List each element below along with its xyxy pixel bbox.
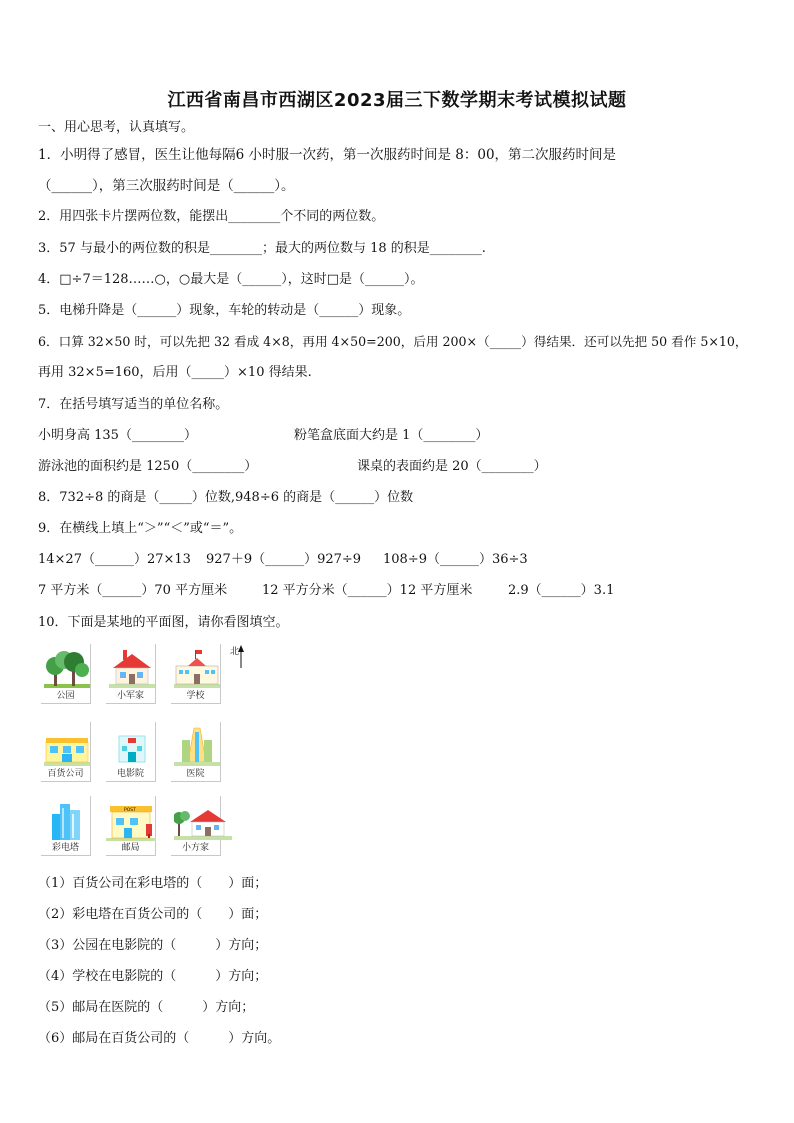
park-icon [44,646,90,690]
map-cell-hospital [171,722,221,782]
section-heading: 一、用心思考，认真填写。 [38,120,195,135]
question-5: 5．电梯升降是（______）现象，车轮的转动是（______）现象。 [38,303,411,318]
map-cell-cinema [106,722,156,782]
question-7-item-4: 课桌的表面约是 20（________） [357,459,547,474]
question-9-item-5: 12 平方分米（______）12 平方厘米 [262,583,473,598]
question-1-line-1: 1．小明得了感冒，医生让他每隔6 小时服一次药，第一次服药时间是 8：00，第二次服药时间是 [38,147,617,163]
question-6-line-2: 再用 32×5=160，后用（_____）×10 得结果. [38,365,312,380]
question-10-sub-4: （4）学校在电影院的（ ）方向； [38,969,268,984]
school-icon [174,646,220,690]
map-label-school: 学校 [186,691,205,701]
xiaofang-home-icon [174,798,232,842]
question-9-item-3: 108÷9（______）36÷3 [383,552,528,567]
question-10: 10．下面是某地的平面图，请你看图填空。 [38,615,289,630]
question-9-item-2: 927＋9（______）927÷9 [206,552,362,567]
question-4: 4．□÷7＝128……○，○最大是（______），这时□是（______）。 [38,272,424,287]
question-9-item-1: 14×27（______）27×13 [38,552,191,567]
map-cell-xiaojun-home [106,644,156,704]
map-label-cinema: 电影院 [116,769,144,779]
question-9-item-4: 7 平方米（______）70 平方厘米 [38,583,228,598]
question-10-sub-6: （6）邮局在百货公司的（ ）方向。 [38,1031,281,1046]
question-9-item-6: 2.9（______）3.1 [508,583,615,598]
question-3: 3．57 与最小的两位数的积是________；最大的两位数与 18 的积是________. [38,241,486,256]
question-10-sub-1: （1）百货公司在彩电塔的（ ）面； [38,876,268,891]
question-7: 7．在括号填写适当的单位名称。 [38,397,229,412]
map-label-tv-tower: 彩电塔 [51,843,79,853]
question-1-line-2: （______），第三次服药时间是（______）。 [38,178,295,194]
house-icon [109,646,155,690]
question-10-sub-5: （5）邮局在医院的（ ）方向； [38,1000,255,1015]
hospital-icon [174,724,220,768]
map-label-xiaofang-home: 小方家 [181,843,209,853]
cinema-icon [109,724,155,768]
map-cell-park [41,644,91,704]
map-label-hospital: 医院 [186,769,205,779]
post-sign-text: POST [124,808,136,813]
question-2: 2．用四张卡片摆两位数，能摆出________个不同的两位数。 [38,209,385,224]
question-10-sub-3: （3）公园在电影院的（ ）方向； [38,938,268,953]
map-cell-tv-tower [41,796,91,856]
map-cell-department-store [41,722,91,782]
map-label-xiaojun-home: 小军家 [116,691,144,701]
page-title: 江西省南昌市西湖区2023届三下数学期末考试模拟试题 [167,90,627,111]
north-label: 北 [230,647,240,657]
question-7-item-2: 粉笔盒底面大约是 1（________） [294,428,489,443]
question-6-line-1: 6．口算 32×50 时，可以先把 32 看成 4×8，再用 4×50=200，后用 200×（_____）得结果．还可以先把 50 看作 5×10， [38,334,748,349]
question-9: 9．在横线上填上“＞”“＜”或“＝”。 [38,521,243,536]
department-store-icon [44,724,90,768]
map-grid [41,644,241,856]
tv-tower-icon [44,798,90,842]
question-8: 8．732÷8 的商是（_____）位数,948÷6 的商是（______）位数 [38,490,414,505]
post-office-icon [106,798,156,842]
map-label-park: 公园 [56,691,75,701]
map-cell-post-office [106,796,156,856]
question-7-item-3: 游泳池的面积约是 1250（________） [38,459,258,474]
question-7-item-1: 小明身高 135（________） [38,428,197,443]
question-10-sub-2: （2）彩电塔在百货公司的（ ）面； [38,907,268,922]
map-cell-xiaofang-home [171,796,221,856]
map-label-department-store: 百货公司 [47,769,84,779]
map-label-post-office: 邮局 [121,843,140,853]
map-cell-school [171,644,221,704]
